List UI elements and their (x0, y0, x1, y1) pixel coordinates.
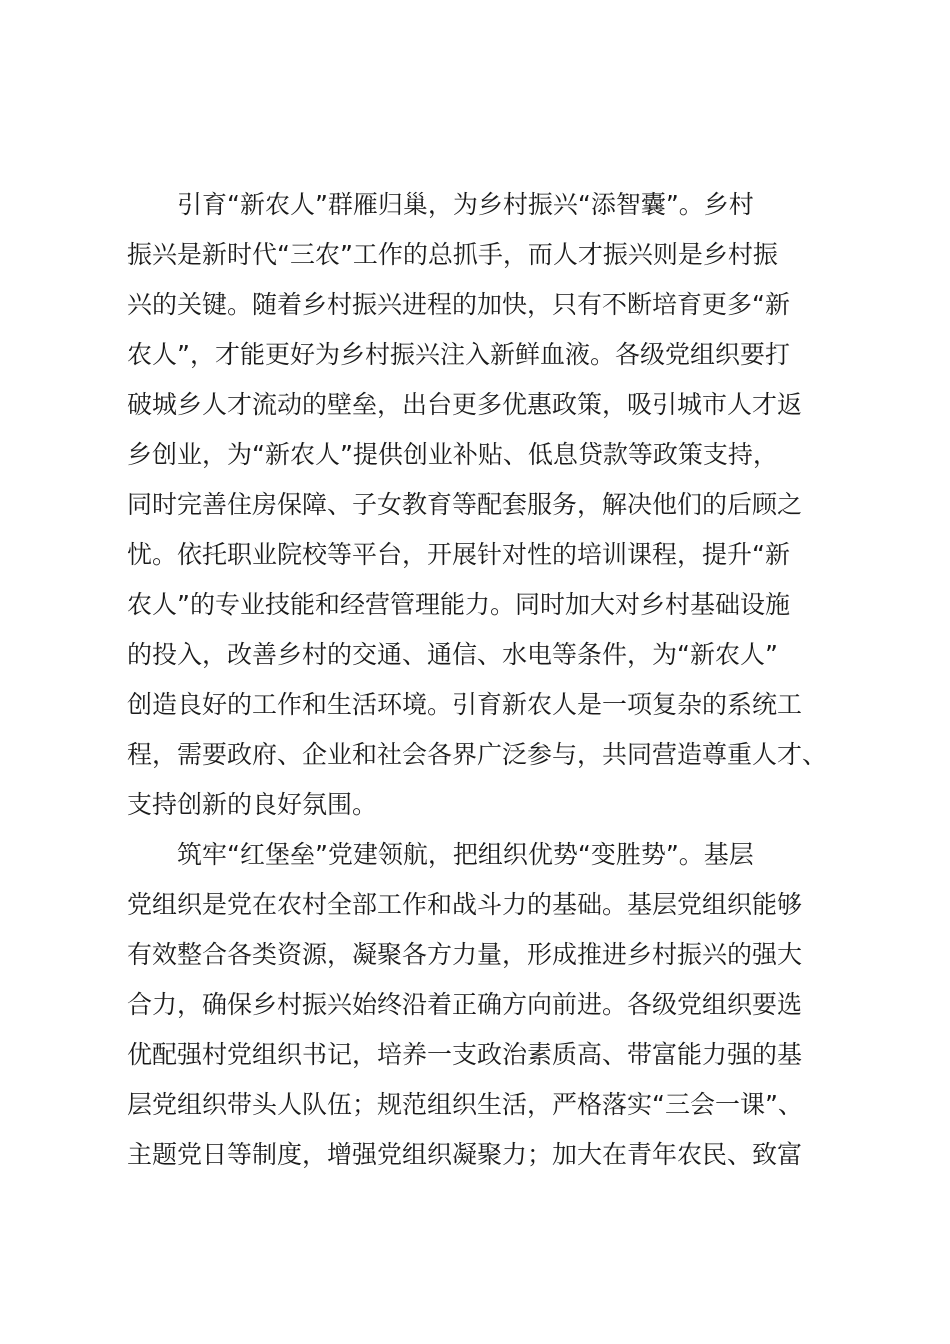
paragraph-line: 农人”的专业技能和经营管理能力。同时加大对乡村基础设施 (127, 590, 790, 619)
paragraph-line: 优配强村党组织书记，培养一支政治素质高、带富能力强的基 (127, 1040, 803, 1069)
paragraph-line: 的投入，改善乡村的交通、通信、水电等条件，为“新农人” (127, 640, 778, 669)
paragraph-line: 振兴是新时代“三农”工作的总抓手，而人才振兴则是乡村振 (127, 240, 778, 269)
paragraph-line: 合力，确保乡村振兴始终沿着正确方向前进。各级党组织要选 (127, 990, 803, 1019)
paragraph-party-building (127, 830, 847, 1180)
paragraph-rural-talent (127, 180, 847, 830)
paragraph-line: 筑牢“红堡垒”党建领航，把组织优势“变胜势”。基层 (177, 840, 754, 869)
paragraph-line: 引育“新农人”群雁归巢，为乡村振兴“添智囊”。乡村 (177, 190, 754, 219)
paragraph-line: 兴的关键。随着乡村振兴进程的加快，只有不断培育更多“新 (127, 290, 790, 319)
paragraph-line: 同时完善住房保障、子女教育等配套服务，解决他们的后顾之 (127, 490, 803, 519)
paragraph-line: 乡创业，为“新农人”提供创业补贴、低息贷款等政策支持， (127, 440, 778, 469)
paragraph-line: 支持创新的良好氛围。 (127, 790, 378, 819)
paragraph-line: 主题党日等制度，增强党组织凝聚力；加大在青年农民、致富 (127, 1140, 803, 1169)
paragraph-line: 层党组织带头人队伍；规范组织生活，严格落实“三会一课”、 (127, 1090, 803, 1119)
paragraph-line: 党组织是党在农村全部工作和战斗力的基础。基层党组织能够 (127, 890, 803, 919)
paragraph-line: 农人”，才能更好为乡村振兴注入新鲜血液。各级党组织要打 (127, 340, 790, 369)
paragraph-line: 忧。依托职业院校等平台，开展针对性的培训课程，提升“新 (127, 540, 790, 569)
paragraph-line: 有效整合各类资源，凝聚各方力量，形成推进乡村振兴的强大 (127, 940, 803, 969)
document-body (127, 180, 847, 1180)
paragraph-line: 程，需要政府、企业和社会各界广泛参与，共同营造尊重人才、 (127, 740, 828, 769)
paragraph-line: 创造良好的工作和生活环境。引育新农人是一项复杂的系统工 (127, 690, 803, 719)
paragraph-line: 破城乡人才流动的壁垒，出台更多优惠政策，吸引城市人才返 (127, 390, 803, 419)
